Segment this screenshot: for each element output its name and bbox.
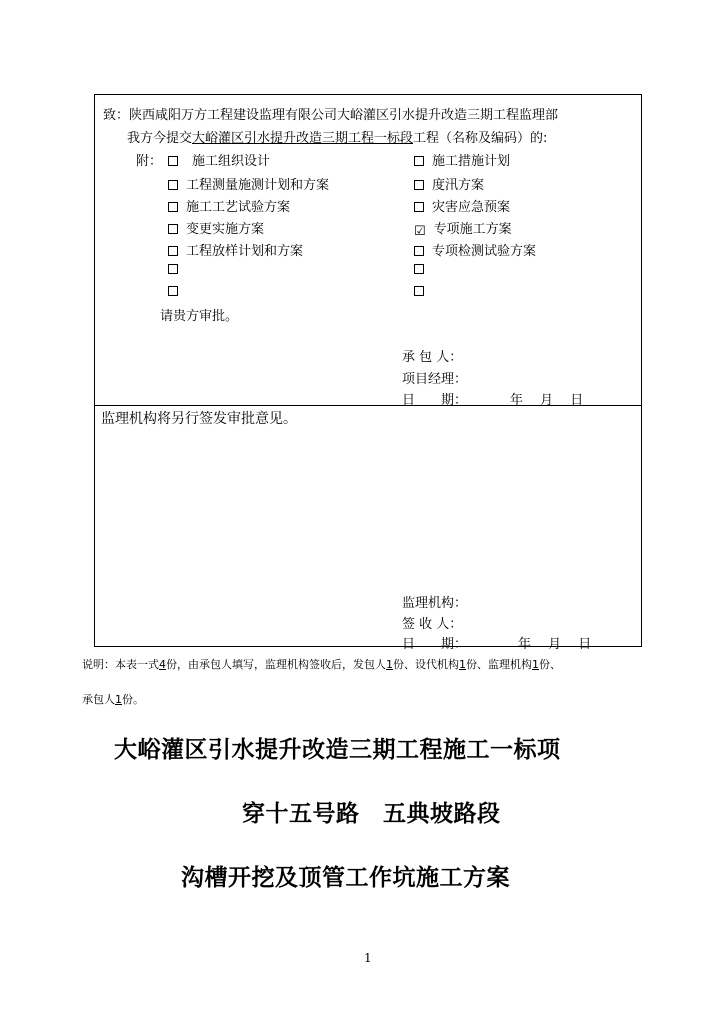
date-fields-2: 年 月 日 [518, 637, 592, 652]
checkbox[interactable] [414, 286, 424, 296]
note-copies: 1 [532, 658, 539, 671]
supervision-agency-label: 监理机构： [402, 596, 468, 611]
form-note-line-1 [82, 656, 561, 672]
checkbox-item[interactable] [168, 262, 186, 277]
checkbox-item[interactable] [168, 174, 329, 193]
checkbox-item[interactable] [414, 262, 432, 277]
date-label: 日 期： [402, 393, 468, 408]
checked-checkbox-icon[interactable]: ☑ [414, 223, 426, 239]
checkbox-item[interactable] [168, 240, 303, 259]
checkbox-item[interactable] [168, 196, 290, 215]
checkbox[interactable] [414, 156, 424, 166]
document-title-line-3: 沟槽开挖及顶管工作坑施工方案 [181, 865, 510, 891]
checkbox-item[interactable] [168, 150, 270, 169]
submission-line [127, 127, 547, 146]
project-name: 大峪灌区引水提升改造三期工程一标段 [192, 131, 414, 146]
checkbox[interactable] [168, 156, 178, 166]
checkbox-label: 施工工艺试验方案 [186, 200, 291, 215]
checkbox-item[interactable] [414, 174, 484, 193]
checkbox-label: 专项检测试验方案 [432, 244, 537, 259]
note-copies: 1 [386, 658, 393, 671]
checkbox[interactable] [168, 286, 178, 296]
checkbox-item[interactable] [168, 284, 186, 299]
checkbox-item[interactable] [414, 150, 510, 169]
checkbox[interactable] [168, 202, 178, 212]
checkbox-label: 施工措施计划 [432, 154, 511, 169]
contractor-label: 承 包 人： [402, 350, 463, 365]
date-fields: 年 月 日 [510, 393, 584, 408]
request-approval-text: 请贵方审批。 [160, 309, 239, 324]
checkbox-label: 施工组织设计 [192, 154, 271, 169]
note-text: 份、 [539, 658, 561, 671]
note-text: 承包人 [82, 693, 115, 706]
document-title-line-2: 穿十五号路 五典坡路段 [242, 801, 501, 827]
checkbox[interactable] [414, 246, 424, 256]
note-copies: 1 [115, 693, 122, 706]
submission-suffix: 工程（名称及编码）的: [413, 131, 548, 146]
checkbox-label: 专项施工方案 [433, 222, 512, 237]
checkbox-item[interactable] [414, 196, 510, 215]
checkbox[interactable] [168, 224, 178, 234]
checkbox[interactable] [414, 202, 424, 212]
note-text: 说明：本表一式 [82, 658, 159, 671]
checkbox-label: 工程测量施测计划和方案 [186, 178, 330, 193]
checkbox[interactable] [414, 264, 424, 274]
attachments-label: 附： [136, 154, 163, 169]
checkbox-item-checked[interactable] [414, 218, 512, 237]
note-text: 份，由承包人填写，监理机构签收后，发包人 [166, 658, 386, 671]
note-text: 份、监理机构 [466, 658, 532, 671]
document-title-line-1: 大峪灌区引水提升改造三期工程施工一标项 [114, 737, 561, 763]
checkbox-label: 灾害应急预案 [432, 200, 511, 215]
checkbox-label: 工程放样计划和方案 [186, 244, 304, 259]
submission-prefix: 我方今提交 [127, 131, 193, 146]
note-text: 份。 [122, 693, 144, 706]
note-copies: 4 [159, 658, 166, 671]
form-note-line-2 [82, 691, 144, 707]
checkbox[interactable] [168, 180, 178, 190]
checkbox-item[interactable] [414, 284, 432, 299]
checkbox[interactable] [414, 180, 424, 190]
date-label-2: 日 期： [402, 637, 468, 652]
page-number: 1 [364, 951, 372, 965]
checkbox-label: 度汛方案 [432, 178, 485, 193]
note-text: 份、设代机构 [393, 658, 459, 671]
checkbox-label: 变更实施方案 [186, 222, 265, 237]
checkbox-item[interactable] [168, 218, 264, 237]
checkbox-item[interactable] [414, 240, 536, 259]
project-manager-label: 项目经理： [402, 372, 468, 387]
checkbox[interactable] [168, 246, 178, 256]
review-opinion-text: 监理机构将另行签发审批意见。 [101, 411, 297, 427]
note-copies: 1 [459, 658, 466, 671]
addressee-line: 致：陕西咸阳万方工程建设监理有限公司大峪灌区引水提升改造三期工程监理部 [103, 108, 559, 123]
checkbox[interactable] [168, 264, 178, 274]
signer-label: 签 收 人： [402, 617, 463, 632]
